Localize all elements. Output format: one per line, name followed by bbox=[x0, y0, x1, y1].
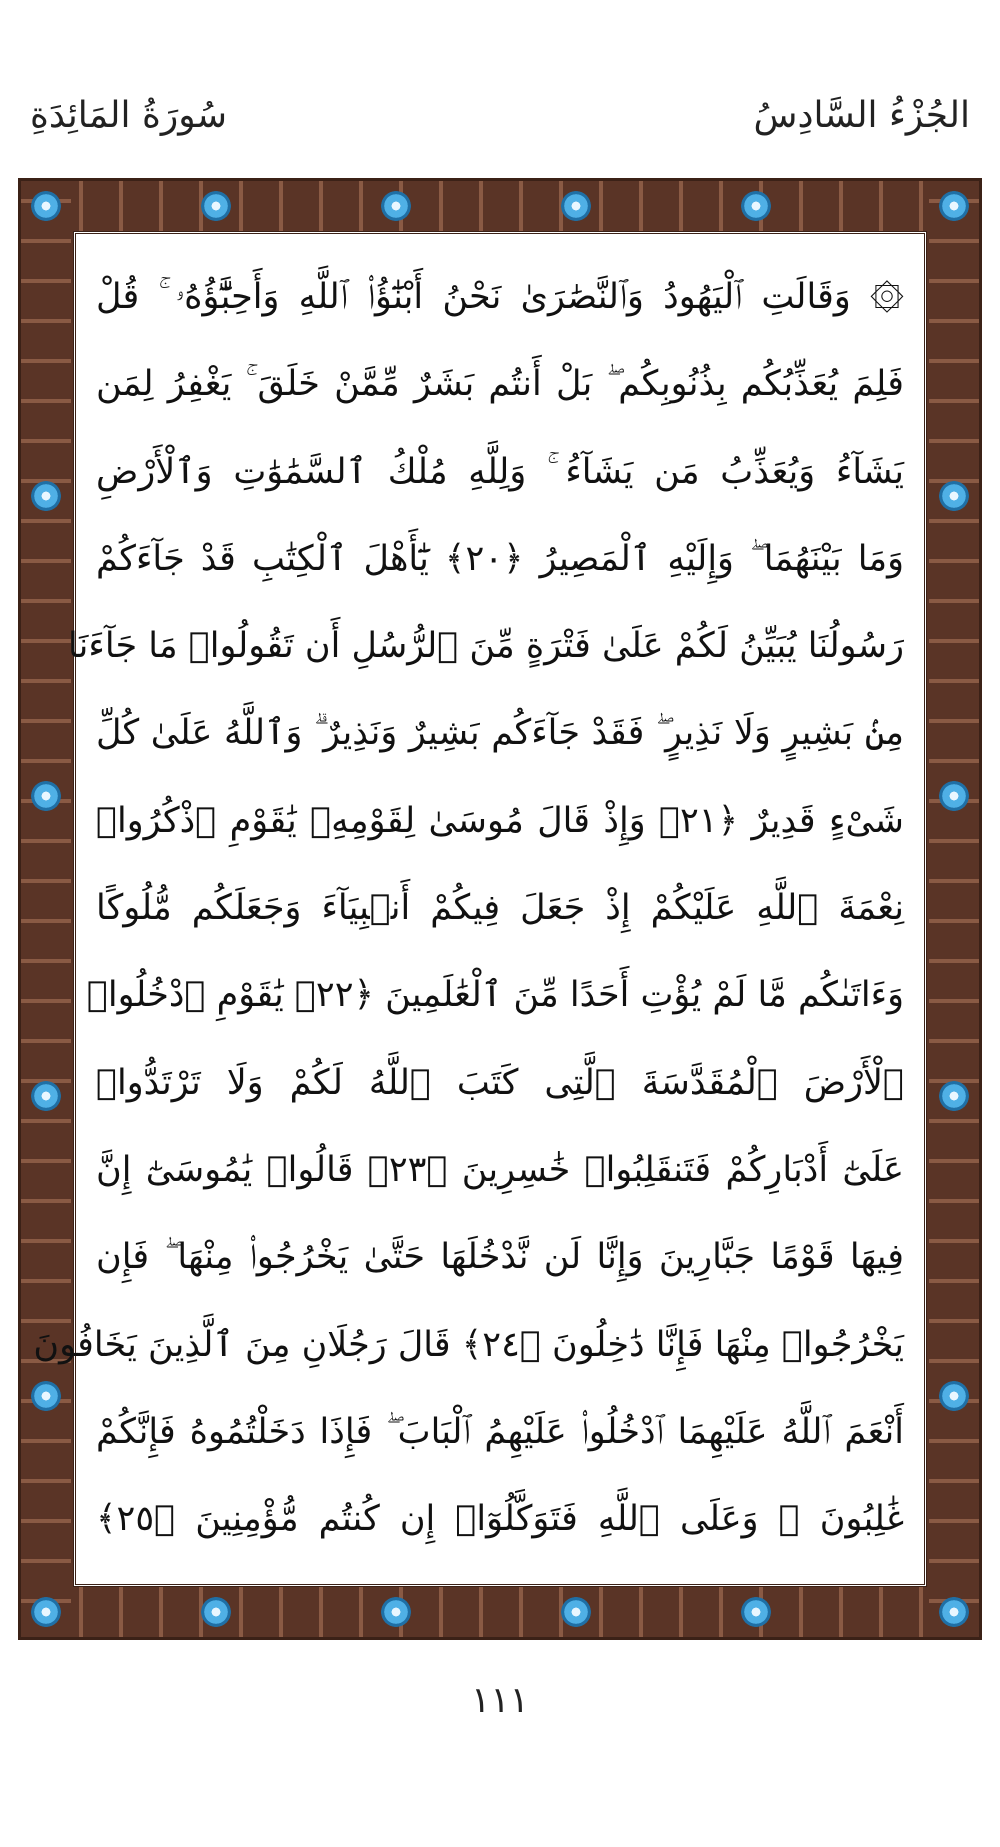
verse-block bbox=[33, 254, 905, 1564]
rosette-icon bbox=[561, 191, 591, 221]
juz-title: الجُزْءُ السَّادِسُ bbox=[753, 95, 970, 136]
verse-line: أَنْعَمَ ٱللَّهُ عَلَيْهِمَا ٱدْخُلُوا۟ عَلَيْهِمُ ٱلْبَابَ ۖ فَإِذَا دَخَلْتُمُوهُ فَإِنَّكُمْ bbox=[96, 1411, 904, 1452]
rosette-icon bbox=[31, 481, 61, 511]
rosette-icon bbox=[939, 1081, 969, 1111]
rosette-icon bbox=[31, 1597, 61, 1627]
page-header bbox=[20, 95, 980, 155]
verse-line: نِعْمَةَ ٱللَّهِ عَلَيْكُمْ إِذْ جَعَلَ فِيكُمْ أَنۢبِيَآءَ وَجَعَلَكُم مُّلُوكًا bbox=[96, 888, 904, 929]
surah-title: سُورَةُ المَائِدَةِ bbox=[30, 95, 227, 136]
verse-line: فِيهَا قَوْمًا جَبَّارِينَ وَإِنَّا لَن نَّدْخُلَهَا حَتَّىٰ يَخْرُجُوا۟ مِنْهَا ۖ فَإِن bbox=[96, 1237, 904, 1278]
verse-line: وَمَا بَيْنَهُمَا ۖ وَإِلَيْهِ ٱلْمَصِيرُ ﴿٢٠﴾ يَٰٓأَهْلَ ٱلْكِتَٰبِ قَدْ جَآءَكُمْ bbox=[96, 538, 905, 579]
verse-line: فَلِمَ يُعَذِّبُكُم بِذُنُوبِكُم ۖ بَلْ أَنتُم بَشَرٌ مِّمَّنْ خَلَقَ ۚ يَغْفِرُ لِمَن bbox=[96, 364, 904, 405]
rosette-icon bbox=[31, 1081, 61, 1111]
verse-line: رَسُولُنَا يُبَيِّنُ لَكُمْ عَلَىٰ فَتْرَةٍ مِّنَ ٱلرُّسُلِ أَن تَقُولُوا۟ مَا جَآءَنَا bbox=[67, 626, 904, 667]
rosette-icon bbox=[939, 1597, 969, 1627]
page-number: ١١١ bbox=[470, 1680, 529, 1721]
verse-line: يَخْرُجُوا۟ مِنْهَا فَإِنَّا دَٰخِلُونَ ﴿٢٤﴾ قَالَ رَجُلَانِ مِنَ ٱلَّذِينَ يَخَافُونَ bbox=[33, 1324, 904, 1365]
verse-line: ٱلْأَرْضَ ٱلْمُقَدَّسَةَ ٱلَّتِى كَتَبَ ٱللَّهُ لَكُمْ وَلَا تَرْتَدُّوا۟ bbox=[96, 1062, 904, 1103]
rosette-icon bbox=[939, 1381, 969, 1411]
rosette-icon bbox=[741, 191, 771, 221]
text-panel bbox=[33, 231, 927, 1587]
rosette-icon bbox=[939, 191, 969, 221]
frame-right-border bbox=[929, 181, 979, 1637]
verse-line: غَٰلِبُونَ ۚ وَعَلَى ٱللَّهِ فَتَوَكَّلُوٓا۟ إِن كُنتُم مُّؤْمِنِينَ ﴿٢٥﴾ bbox=[96, 1499, 904, 1540]
rosette-icon bbox=[939, 781, 969, 811]
rosette-icon bbox=[561, 1597, 591, 1627]
frame-left-border bbox=[21, 181, 71, 1637]
rosette-icon bbox=[201, 191, 231, 221]
rosette-icon bbox=[939, 481, 969, 511]
verse-line: ۞ وَقَالَتِ ٱلْيَهُودُ وَٱلنَّصَٰرَىٰ نَحْنُ أَبْنَٰٓؤُا۟ ٱللَّهِ وَأَحِبَّٰٓؤُهُۥ ۚ قُلْ bbox=[96, 277, 904, 317]
ornamental-frame bbox=[18, 178, 982, 1640]
rosette-icon bbox=[741, 1597, 771, 1627]
rosette-icon bbox=[31, 781, 61, 811]
verse-line: يَشَآءُ وَيُعَذِّبُ مَن يَشَآءُ ۚ وَلِلَّهِ مُلْكُ ٱلسَّمَٰوَٰتِ وَٱلْأَرْضِ bbox=[96, 451, 904, 492]
verse-line: وَءَاتَىٰكُم مَّا لَمْ يُؤْتِ أَحَدًا مِّنَ ٱلْعَٰلَمِينَ ﴿٢٢﴾ يَٰقَوْمِ ٱدْخُلُوا۟ bbox=[86, 975, 904, 1016]
verse-line: شَىْءٍ قَدِيرٌ ﴿٢١﴾ وَإِذْ قَالَ مُوسَىٰ لِقَوْمِهِۦ يَٰقَوْمِ ٱذْكُرُوا۟ bbox=[96, 800, 904, 841]
rosette-icon bbox=[381, 1597, 411, 1627]
verse-line: مِنۢ بَشِيرٍ وَلَا نَذِيرٍ ۖ فَقَدْ جَآءَكُم بَشِيرٌ وَنَذِيرٌ ۗ وَٱللَّهُ عَلَىٰ كُلِّ bbox=[96, 713, 904, 754]
rosette-icon bbox=[31, 191, 61, 221]
rosette-icon bbox=[201, 1597, 231, 1627]
rosette-icon bbox=[381, 191, 411, 221]
verse-line: عَلَىٰٓ أَدْبَارِكُمْ فَتَنقَلِبُوا۟ خَٰسِرِينَ ﴿٢٣﴾ قَالُوا۟ يَٰمُوسَىٰٓ إِنَّ bbox=[96, 1149, 905, 1190]
